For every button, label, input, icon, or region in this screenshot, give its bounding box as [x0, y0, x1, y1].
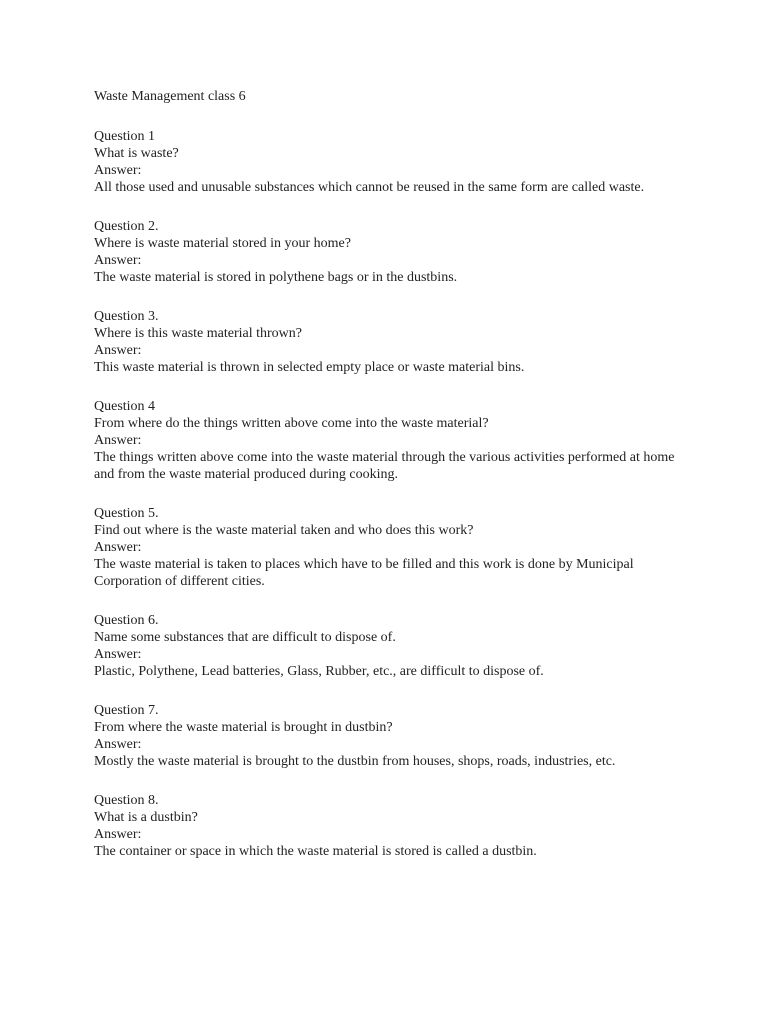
- answer-text: Plastic, Polythene, Lead batteries, Glass, Rubber, etc., are difficult to dispose of.: [94, 664, 544, 679]
- answer-label: Answer:: [94, 827, 142, 842]
- answer-text: The container or space in which the waste material is stored is called a dustbin.: [94, 844, 537, 859]
- question-text: From where do the things written above come into the waste material?: [94, 416, 489, 431]
- question-text: Name some substances that are difficult to dispose of.: [94, 630, 396, 645]
- question-block-8: [94, 792, 694, 860]
- question-label: Question 3.: [94, 309, 159, 324]
- question-text: From where the waste material is brought in dustbin?: [94, 720, 393, 735]
- question-block-2: [94, 218, 694, 286]
- question-text: What is waste?: [94, 146, 179, 161]
- answer-label: Answer:: [94, 343, 142, 358]
- question-block-4: [94, 398, 694, 483]
- answer-label: Answer:: [94, 647, 142, 662]
- question-block-7: [94, 702, 694, 770]
- question-label: Question 4: [94, 399, 156, 414]
- document-title: Waste Management class 6: [94, 89, 246, 104]
- question-label: Question 2.: [94, 219, 159, 234]
- question-label: Question 1: [94, 129, 156, 144]
- answer-label: Answer:: [94, 253, 142, 268]
- question-block-1: [94, 128, 694, 196]
- question-list: [94, 128, 694, 883]
- answer-text: Mostly the waste material is brought to the dustbin from houses, shops, roads, industries, etc.: [94, 754, 616, 769]
- question-label: Question 8.: [94, 793, 159, 808]
- answer-text: The waste material is stored in polythene bags or in the dustbins.: [94, 270, 458, 285]
- answer-text: The things written above come into the waste material through the various activities performed at home and from the waste material produced during cooking.: [94, 450, 675, 482]
- question-label: Question 5.: [94, 506, 159, 521]
- question-block-3: [94, 308, 694, 376]
- question-text: What is a dustbin?: [94, 810, 198, 825]
- answer-text: All those used and unusable substances which cannot be reused in the same form are called waste.: [94, 180, 645, 195]
- answer-label: Answer:: [94, 163, 142, 178]
- question-label: Question 6.: [94, 613, 159, 628]
- answer-text: This waste material is thrown in selected empty place or waste material bins.: [94, 360, 525, 375]
- question-label: Question 7.: [94, 703, 159, 718]
- question-block-6: [94, 612, 694, 680]
- answer-label: Answer:: [94, 433, 142, 448]
- question-text: Where is this waste material thrown?: [94, 326, 302, 341]
- answer-text: The waste material is taken to places which have to be filled and this work is done by Municipal Corporation of different cities.: [94, 557, 634, 589]
- question-text: Where is waste material stored in your home?: [94, 236, 351, 251]
- question-text: Find out where is the waste material taken and who does this work?: [94, 523, 474, 538]
- question-block-5: [94, 505, 694, 590]
- answer-label: Answer:: [94, 540, 142, 555]
- answer-label: Answer:: [94, 737, 142, 752]
